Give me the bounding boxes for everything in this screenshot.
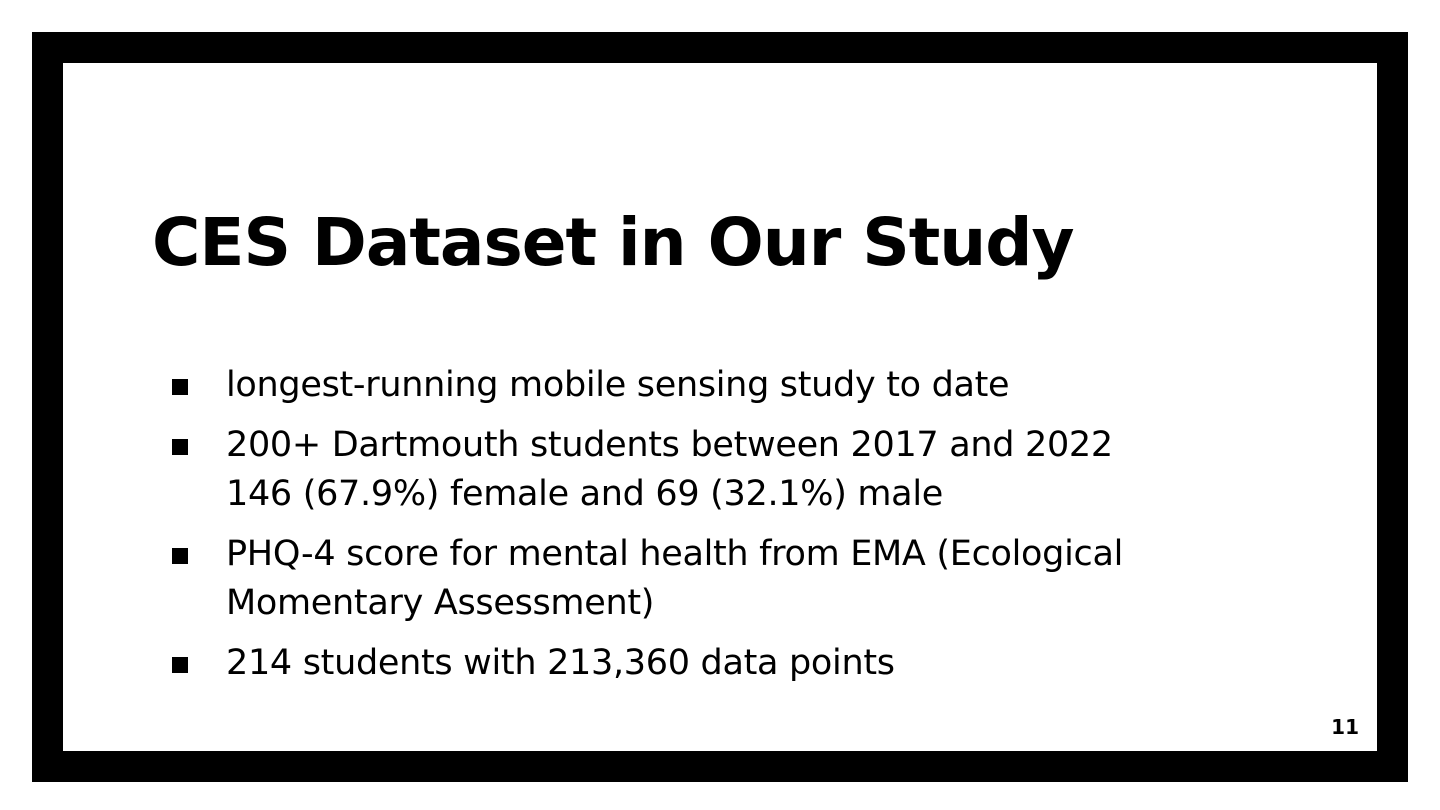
bullet-text: longest-running mobile sensing study to date — [226, 365, 1010, 405]
square-bullet-icon — [172, 657, 188, 673]
bullet-list — [169, 361, 1309, 699]
slide-title: CES Dataset in Our Study — [152, 204, 1074, 281]
bullet-item — [169, 361, 1309, 410]
bullet-item — [169, 639, 1309, 688]
bullet-item — [169, 530, 1309, 628]
slide — [63, 63, 1377, 751]
page-number: 11 — [1331, 715, 1359, 739]
bullet-text: PHQ-4 score for mental health from EMA (Ecological — [226, 534, 1124, 574]
slide-frame — [32, 32, 1408, 782]
square-bullet-icon — [172, 548, 188, 564]
bullet-item — [169, 421, 1309, 519]
square-bullet-icon — [172, 379, 188, 395]
bullet-text: 146 (67.9%) female and 69 (32.1%) male — [226, 474, 943, 514]
bullet-text: 200+ Dartmouth students between 2017 and 2022 — [226, 425, 1113, 465]
bullet-text: Momentary Assessment) — [226, 583, 655, 623]
bullet-text: 214 students with 213,360 data points — [226, 643, 895, 683]
square-bullet-icon — [172, 439, 188, 455]
